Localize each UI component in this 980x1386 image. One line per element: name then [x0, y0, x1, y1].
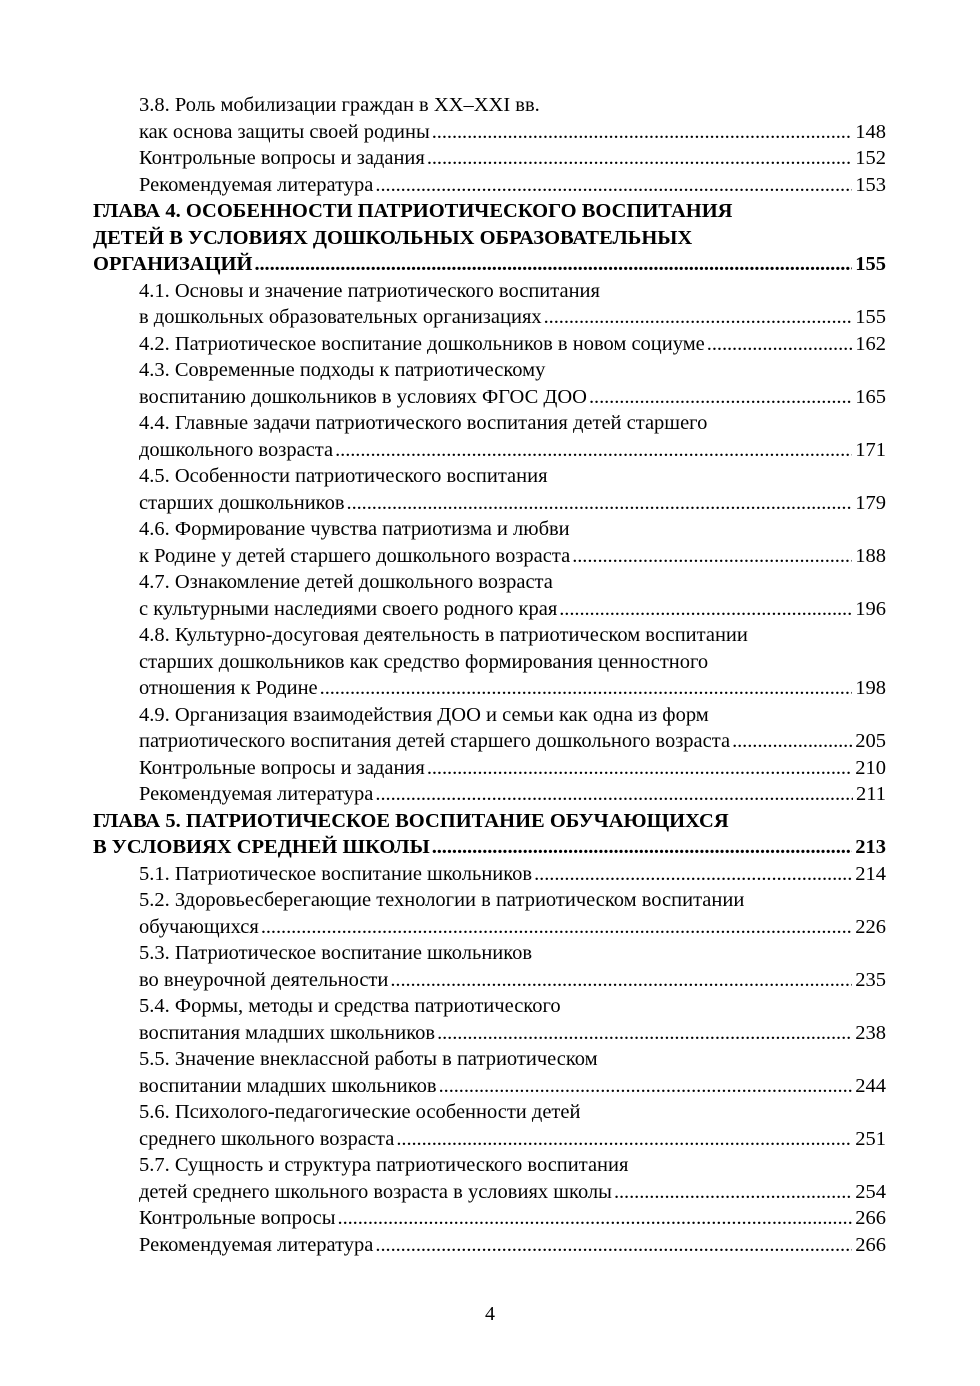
toc-chapter-title: ДЕТЕЙ В УСЛОВИЯХ ДОШКОЛЬНЫХ ОБРАЗОВАТЕЛЬНЫХ: [93, 226, 693, 249]
toc-entry-title: 4.5. Особенности патриотического воспитания: [139, 465, 548, 487]
toc-entry-5-7-line1: [93, 1152, 886, 1179]
toc-entry-4-6-line1: [93, 516, 886, 543]
toc-page-number: 188: [855, 544, 886, 567]
toc-chapter-4-line3[interactable]: [93, 251, 886, 278]
toc-page-number: 266: [855, 1233, 886, 1256]
toc-chapter-title: В УСЛОВИЯХ СРЕДНЕЙ ШКОЛЫ: [93, 836, 430, 858]
toc-entry-5-3-line2[interactable]: [93, 967, 886, 994]
toc-entry-4-1-line1: [93, 278, 886, 305]
toc-entry-title: 4.9. Организация взаимодействия ДОО и семьи как одна из форм: [139, 703, 709, 726]
toc-page-number: 205: [855, 730, 886, 752]
toc-page-number: 251: [855, 1127, 886, 1150]
toc-chapter-5-line2[interactable]: [93, 834, 886, 861]
toc-entry-title: Рекомендуемая литература: [139, 783, 374, 805]
dot-leader: [320, 675, 853, 702]
toc-entry-5-4-line1: [93, 993, 886, 1020]
toc-page-number: 179: [855, 491, 886, 514]
toc-page-number: 254: [855, 1180, 886, 1203]
dot-leader: [375, 172, 852, 199]
toc-entry-4-6-line2[interactable]: [93, 543, 886, 570]
dot-leader: [261, 914, 852, 941]
toc-page-number: 152: [855, 147, 886, 169]
toc-entry-title: Рекомендуемая литература: [139, 173, 374, 196]
toc-entry-control-questions-3[interactable]: [93, 145, 886, 172]
toc-entry-title: 4.4. Главные задачи патриотического воспитания детей старшего: [139, 412, 708, 434]
toc-chapter-5-line1: [93, 808, 886, 835]
toc-entry-title: как основа защиты своей родины: [139, 120, 430, 143]
dot-leader: [396, 1126, 852, 1153]
toc-entry-5-7-line2[interactable]: [93, 1179, 886, 1206]
toc-entry-title: 4.3. Современные подходы к патриотическому: [139, 359, 546, 381]
dot-leader: [427, 145, 852, 172]
toc-entry-title: старших дошкольников как средство формирования ценностного: [139, 650, 709, 673]
toc-entry-5-5-line2[interactable]: [93, 1073, 886, 1100]
dot-leader: [559, 596, 852, 623]
dot-leader: [614, 1179, 852, 1206]
toc-entry-title: старших дошкольников: [139, 491, 345, 514]
dot-leader: [732, 728, 852, 755]
toc-entry-title: 4.6. Формирование чувства патриотизма и любви: [139, 518, 570, 540]
toc-page-number: 196: [855, 597, 886, 620]
toc-entry-control-questions-4[interactable]: [93, 755, 886, 782]
dot-leader: [707, 331, 852, 358]
dot-leader: [338, 1205, 853, 1232]
toc-entry-5-6-line1: [93, 1099, 886, 1126]
toc-entry-title: к Родине у детей старшего дошкольного возраста: [139, 544, 571, 567]
toc-page-number: 198: [855, 677, 886, 699]
toc-entry-5-4-line2[interactable]: [93, 1020, 886, 1047]
toc-entry-5-6-line2[interactable]: [93, 1126, 886, 1153]
toc-entry-title: 5.4. Формы, методы и средства патриотического: [139, 995, 561, 1017]
toc-entry-4-9-line1: [93, 702, 886, 729]
toc-entry-title: 4.1. Основы и значение патриотического воспитания: [139, 279, 600, 302]
toc-page-number: 213: [855, 836, 886, 858]
toc-page-number: 153: [855, 173, 886, 196]
dot-leader: [432, 834, 853, 861]
toc-entry-title: 5.1. Патриотическое воспитание школьников: [139, 862, 533, 885]
toc-entry-title: Контрольные вопросы: [139, 1207, 336, 1229]
toc-entry-title: Контрольные вопросы и задания: [139, 147, 425, 169]
toc-entry-4-5-line1: [93, 463, 886, 490]
toc-page-number: 211: [856, 783, 886, 805]
toc-entry-5-2-line2[interactable]: [93, 914, 886, 941]
toc-entry-control-questions-5[interactable]: [93, 1205, 886, 1232]
toc-entry-title: 5.3. Патриотическое воспитание школьников: [139, 942, 533, 964]
toc-chapter-4-line1: [93, 198, 886, 225]
toc-page-number: 171: [855, 438, 886, 461]
toc-entry-title: во внеурочной деятельности: [139, 968, 389, 991]
dot-leader: [254, 251, 852, 278]
dot-leader: [375, 1232, 852, 1259]
dot-leader: [427, 755, 852, 782]
toc-entry-title: воспитанию дошкольников в условиях ФГОС ДОО: [139, 385, 587, 408]
toc-entry-title: 5.2. Здоровьесберегающие технологии в патриотическом воспитании: [139, 889, 745, 911]
toc-page-number: 235: [855, 968, 886, 991]
toc-entry-title: 5.7. Сущность и структура патриотического воспитания: [139, 1154, 629, 1176]
toc-page-number: 148: [855, 120, 886, 143]
toc-page-number: 214: [855, 862, 886, 885]
toc-entry-5-1[interactable]: [93, 861, 886, 888]
page-number: 4: [485, 1303, 495, 1325]
toc-entry-4-3-line1: [93, 357, 886, 384]
toc-entry-3-8-line1: [93, 92, 886, 119]
toc-page-number: 210: [855, 756, 886, 779]
toc-entry-4-8-line2: [93, 649, 886, 676]
toc-entry-title: 5.5. Значение внеклассной работы в патриотическом: [139, 1048, 598, 1070]
toc-entry-title: 4.2. Патриотическое воспитание дошкольников в новом социуме: [139, 332, 705, 355]
toc-entry-title: Контрольные вопросы и задания: [139, 756, 425, 779]
dot-leader: [390, 967, 852, 994]
toc-entry-4-8-line3[interactable]: [93, 675, 886, 702]
toc-page-number: 238: [855, 1021, 886, 1044]
toc-entry-4-7-line1: [93, 569, 886, 596]
toc-entry-title: обучающихся: [139, 915, 259, 938]
toc-entry-title: воспитания младших школьников: [139, 1021, 436, 1044]
dot-leader: [572, 543, 852, 570]
dot-leader: [439, 1073, 853, 1100]
dot-leader: [335, 437, 852, 464]
toc-page-number: 162: [855, 332, 886, 355]
toc-page-number: 155: [855, 306, 886, 328]
toc-entry-title: среднего школьного возраста: [139, 1127, 395, 1150]
toc-entry-4-9-line2[interactable]: [93, 728, 886, 755]
toc-entry-5-5-line1: [93, 1046, 886, 1073]
dot-leader: [437, 1020, 852, 1047]
toc-entry-4-4-line1: [93, 410, 886, 437]
toc-entry-title: дошкольного возраста: [139, 438, 334, 461]
toc-entry-4-5-line2[interactable]: [93, 490, 886, 517]
toc-chapter-title: ГЛАВА 5. ПАТРИОТИЧЕСКОЕ ВОСПИТАНИЕ ОБУЧАЮЩИХСЯ: [93, 809, 729, 832]
toc-entry-4-7-line2[interactable]: [93, 596, 886, 623]
dot-leader: [347, 490, 853, 517]
toc-page-number: 165: [855, 385, 886, 408]
toc-chapter-title: ГЛАВА 4. ОСОБЕННОСТИ ПАТРИОТИЧЕСКОГО ВОСПИТАНИЯ: [93, 200, 733, 222]
toc-page-number: 155: [855, 253, 886, 275]
dot-leader: [534, 861, 852, 888]
dot-leader: [544, 304, 853, 331]
toc-entry-literature-4[interactable]: [93, 781, 886, 808]
toc-entry-5-2-line1: [93, 887, 886, 914]
toc-entry-literature-5[interactable]: [93, 1232, 886, 1259]
toc-chapter-4-line2: [93, 225, 886, 252]
toc-entry-title: патриотического воспитания детей старшего дошкольного возраста: [139, 730, 731, 752]
toc-entry-4-1-line2[interactable]: [93, 304, 886, 331]
toc-entry-title: 5.6. Психолого-педагогические особенности детей: [139, 1101, 581, 1123]
toc-page-number: 244: [855, 1074, 886, 1097]
toc-entry-4-3-line2[interactable]: [93, 384, 886, 411]
toc-entry-title: Рекомендуемая литература: [139, 1233, 374, 1256]
toc-chapter-title: ОРГАНИЗАЦИЙ: [93, 253, 253, 275]
toc-entry-title: в дошкольных образовательных организациях: [139, 306, 542, 328]
toc-entry-4-8-line1: [93, 622, 886, 649]
toc-entry-literature-3[interactable]: [93, 172, 886, 199]
toc-entry-title: воспитании младших школьников: [139, 1074, 437, 1097]
table-of-contents: [93, 92, 886, 1258]
toc-entry-4-2[interactable]: [93, 331, 886, 358]
toc-entry-title: с культурными наследиями своего родного края: [139, 597, 558, 620]
dot-leader: [375, 781, 853, 808]
toc-page-number: 266: [855, 1207, 886, 1229]
toc-entry-title: детей среднего школьного возраста в условиях школы: [139, 1180, 612, 1203]
toc-page-number: 226: [855, 915, 886, 938]
toc-entry-title: 4.8. Культурно-досуговая деятельность в патриотическом воспитании: [139, 624, 748, 646]
toc-entry-title: 3.8. Роль мобилизации граждан в XX–XXI вв.: [139, 94, 540, 116]
dot-leader: [589, 384, 852, 411]
toc-entry-title: отношения к Родине: [139, 677, 318, 699]
toc-entry-4-4-line2[interactable]: [93, 437, 886, 464]
toc-entry-5-3-line1: [93, 940, 886, 967]
dot-leader: [432, 119, 853, 146]
toc-entry-3-8-line2[interactable]: [93, 119, 886, 146]
toc-entry-title: 4.7. Ознакомление детей дошкольного возраста: [139, 571, 553, 593]
